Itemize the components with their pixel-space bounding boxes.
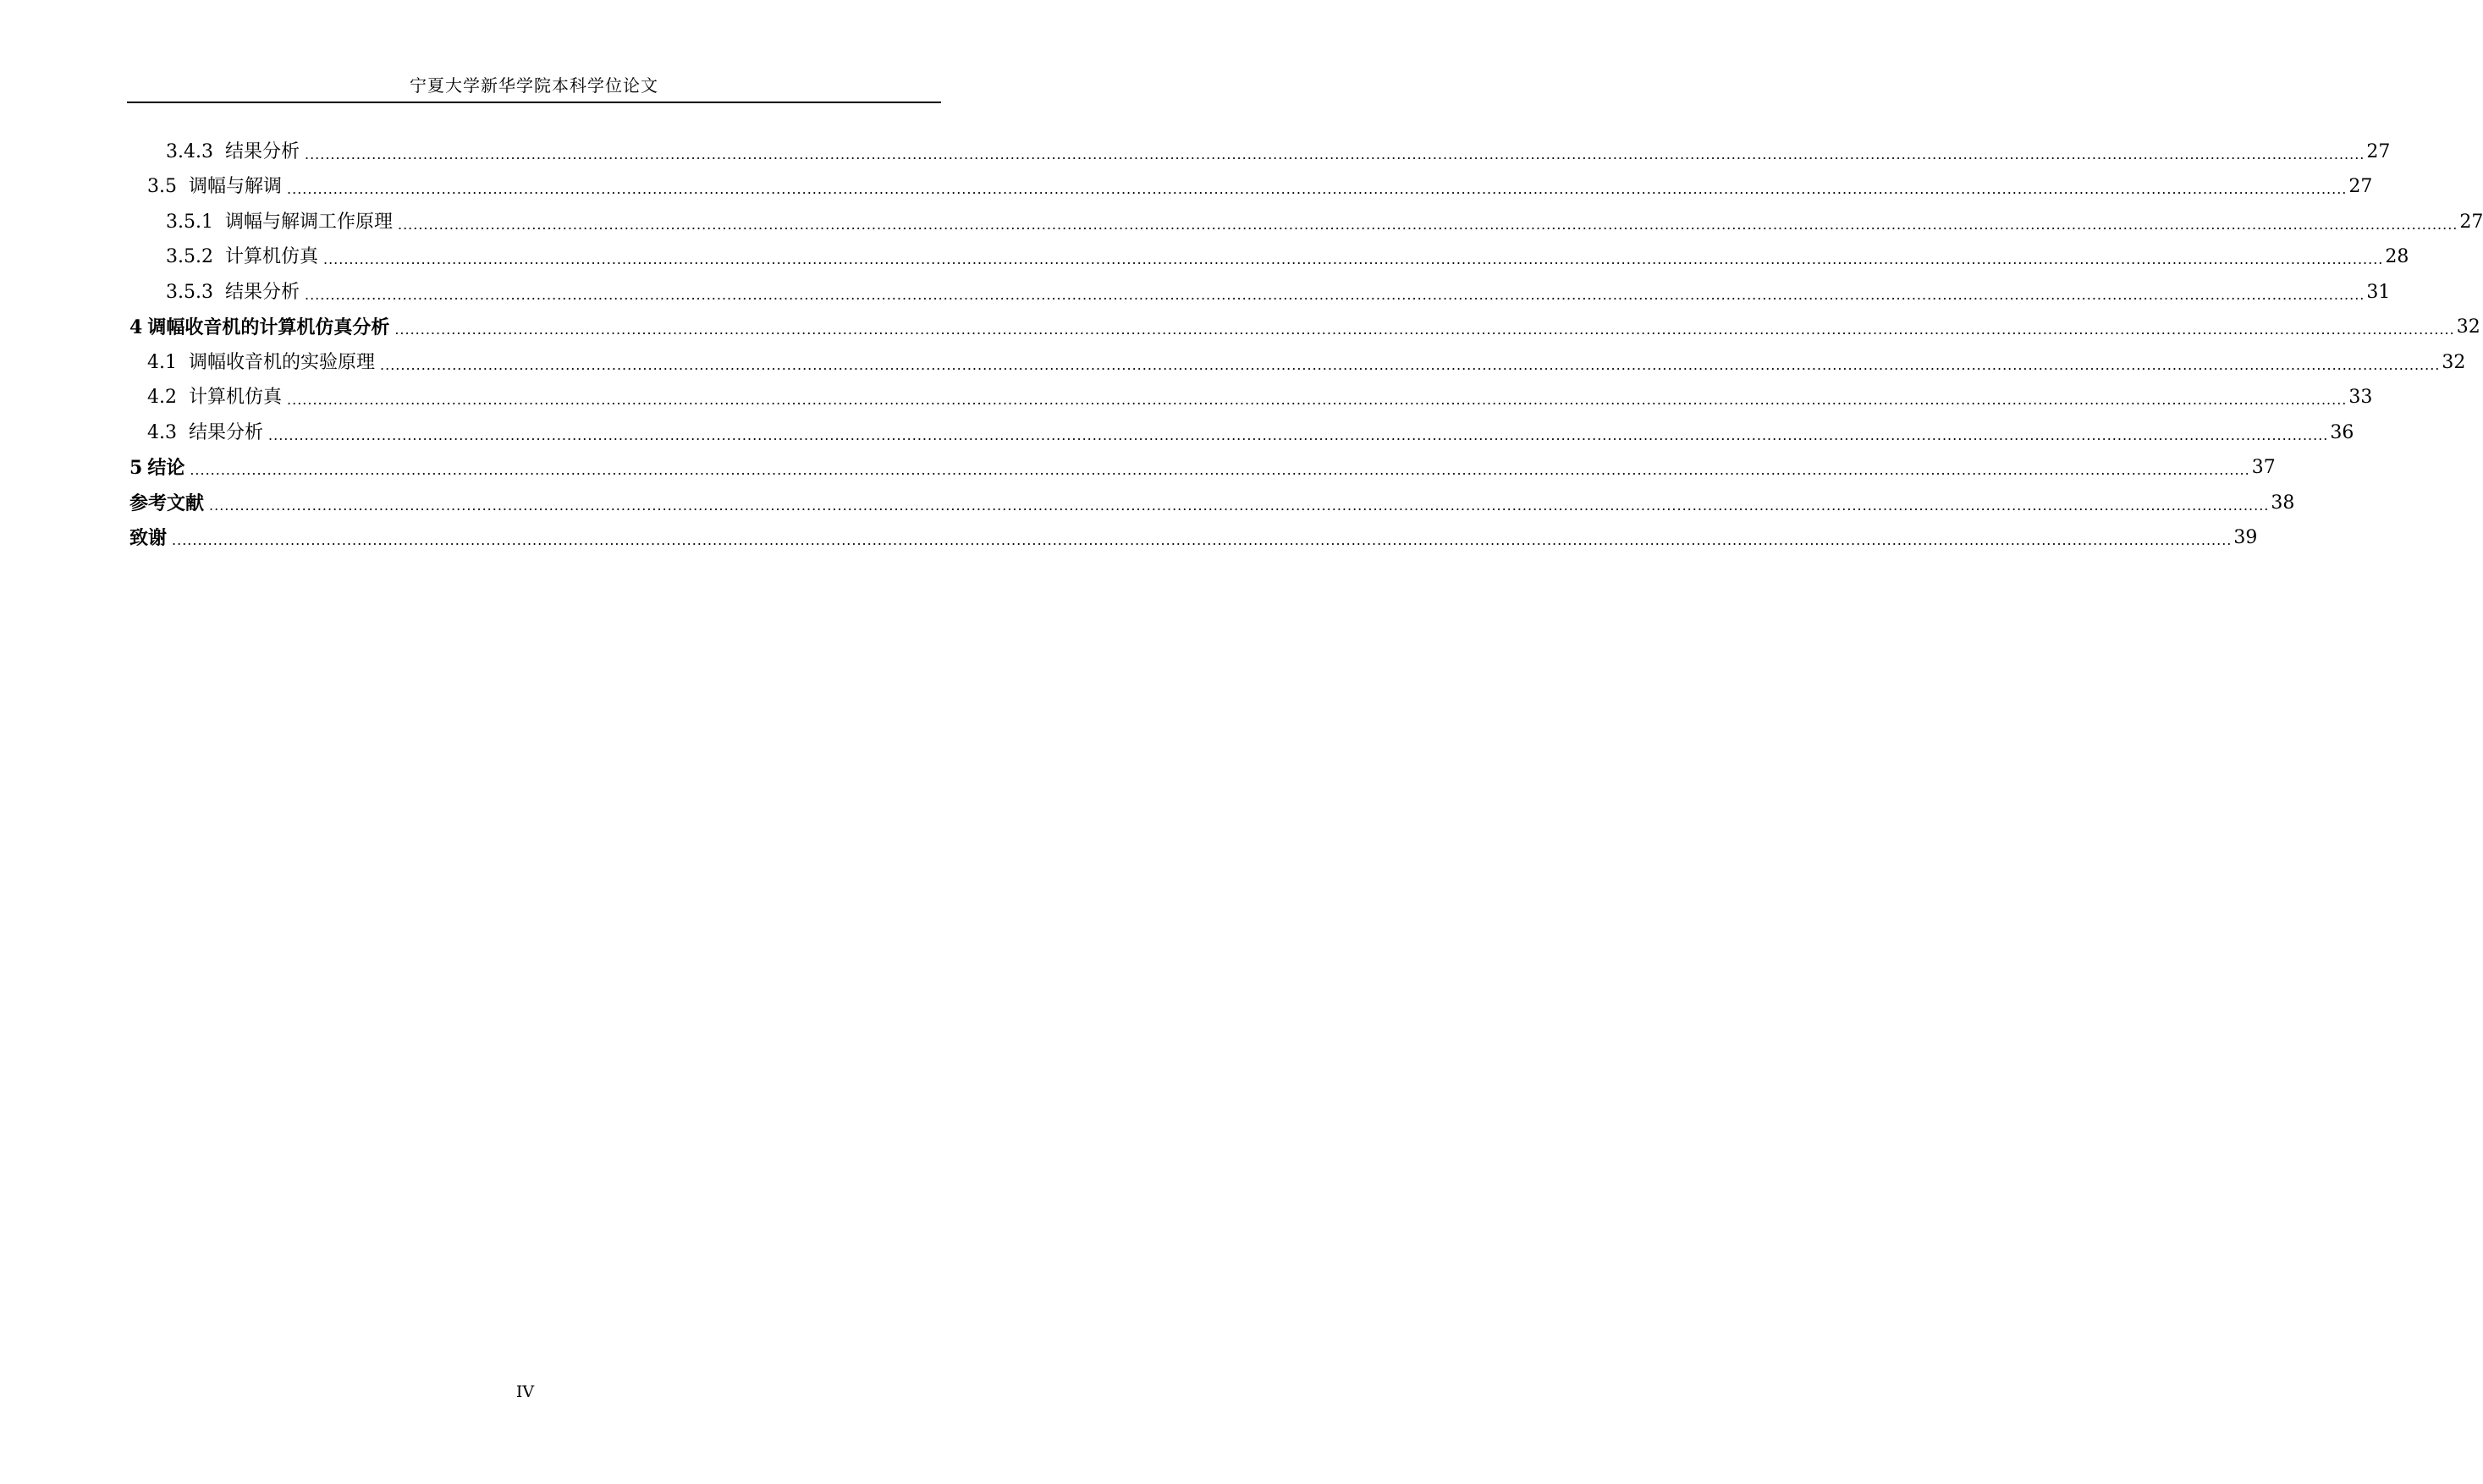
toc-entry-title [129, 315, 394, 340]
toc-entry[interactable] [129, 446, 2276, 481]
toc-entry-page: 33 [2348, 387, 2373, 408]
toc-entry-number: 4.2 [147, 387, 177, 408]
toc-entry-page: 27 [2459, 211, 2483, 233]
toc-entry-label: 致谢 [129, 527, 168, 549]
toc-entry-title [166, 280, 305, 305]
toc-entry[interactable] [129, 376, 2373, 411]
toc-leader-dots: ................................................................................................................................................................................................................................................................................................................................................................................................................ [380, 356, 2441, 373]
toc-entry[interactable] [129, 340, 2466, 376]
toc-entry-title [166, 140, 305, 165]
toc-entry-page: 31 [2366, 281, 2391, 303]
toc-entry-label: 调幅收音机的实验原理 [189, 351, 376, 373]
toc-leader-dots: ................................................................................................................................................................................................................................................................................................................................................................................................................ [305, 286, 2365, 303]
toc-entry-title [129, 491, 209, 516]
toc-leader-dots: ................................................................................................................................................................................................................................................................................................................................................................................................................ [398, 216, 2458, 233]
toc-entry[interactable] [129, 129, 2391, 165]
toc-entry-title [147, 350, 380, 376]
toc-entry-title [166, 245, 323, 270]
toc-leader-dots: ................................................................................................................................................................................................................................................................................................................................................................................................................ [287, 392, 2348, 408]
toc-leader-dots: ................................................................................................................................................................................................................................................................................................................................................................................................................ [394, 322, 2455, 338]
table-of-contents [129, 129, 2483, 551]
toc-entry-label: 结果分析 [189, 421, 264, 443]
toc-entry-number: 3.5 [147, 176, 177, 197]
toc-leader-dots: ................................................................................................................................................................................................................................................................................................................................................................................................................ [305, 146, 2365, 162]
toc-entry-label: 计算机仿真 [224, 246, 318, 267]
toc-entry-title [147, 420, 268, 446]
toc-entry-label: 调幅收音机的计算机仿真分析 [147, 316, 390, 338]
toc-entry-title [129, 455, 190, 481]
toc-entry-page: 28 [2385, 246, 2409, 267]
toc-entry-title [147, 385, 287, 410]
page-number: IV [515, 1382, 535, 1401]
toc-entry[interactable] [129, 410, 2354, 446]
toc-entry[interactable] [129, 270, 2391, 305]
toc-entry-title [129, 525, 172, 551]
toc-leader-dots: ................................................................................................................................................................................................................................................................................................................................................................................................................ [323, 251, 2384, 267]
toc-entry-label: 调幅与解调 [189, 176, 283, 197]
page-header [127, 71, 941, 103]
toc-entry-number: 3.4.3 [166, 140, 213, 162]
toc-entry[interactable] [129, 235, 2409, 271]
toc-entry-page: 32 [2456, 316, 2480, 338]
toc-entry-page: 38 [2271, 492, 2295, 514]
toc-entry-number: 3.5.2 [166, 246, 213, 267]
toc-entry-label: 结论 [147, 457, 185, 479]
toc-entry-label: 结果分析 [224, 281, 300, 303]
toc-leader-dots: ................................................................................................................................................................................................................................................................................................................................................................................................................ [190, 462, 2250, 478]
toc-entry-page: 32 [2442, 351, 2466, 373]
toc-entry-number: 5 [129, 457, 143, 479]
toc-entry[interactable] [129, 165, 2373, 201]
toc-leader-dots: ................................................................................................................................................................................................................................................................................................................................................................................................................ [268, 426, 2329, 443]
toc-entry-page: 36 [2330, 421, 2354, 443]
toc-entry-page: 39 [2233, 527, 2258, 548]
toc-entry-label: 计算机仿真 [189, 387, 283, 408]
toc-entry-number: 4.1 [147, 351, 177, 373]
toc-entry[interactable] [129, 516, 2258, 552]
toc-entry-page: 27 [2348, 176, 2373, 197]
toc-entry-number: 4.3 [147, 421, 177, 443]
toc-entry-page: 27 [2366, 140, 2391, 162]
toc-entry-number: 4 [129, 316, 143, 338]
toc-entry[interactable] [129, 481, 2295, 516]
toc-entry-title [166, 210, 398, 235]
toc-entry-title [147, 174, 287, 200]
toc-entry-label: 参考文献 [129, 492, 205, 514]
toc-entry-page: 37 [2251, 457, 2276, 478]
header-title: 宁夏大学新华学院本科学位论文 [410, 75, 658, 96]
toc-leader-dots: ................................................................................................................................................................................................................................................................................................................................................................................................................ [172, 532, 2232, 548]
toc-leader-dots: ................................................................................................................................................................................................................................................................................................................................................................................................................ [209, 497, 2270, 514]
toc-entry[interactable] [129, 200, 2483, 235]
toc-entry[interactable] [129, 305, 2480, 341]
toc-entry-number: 3.5.1 [166, 211, 213, 233]
toc-leader-dots: ................................................................................................................................................................................................................................................................................................................................................................................................................ [287, 181, 2348, 197]
toc-entry-number: 3.5.3 [166, 281, 213, 303]
toc-entry-label: 调幅与解调工作原理 [224, 211, 393, 233]
toc-entry-label: 结果分析 [224, 140, 300, 162]
